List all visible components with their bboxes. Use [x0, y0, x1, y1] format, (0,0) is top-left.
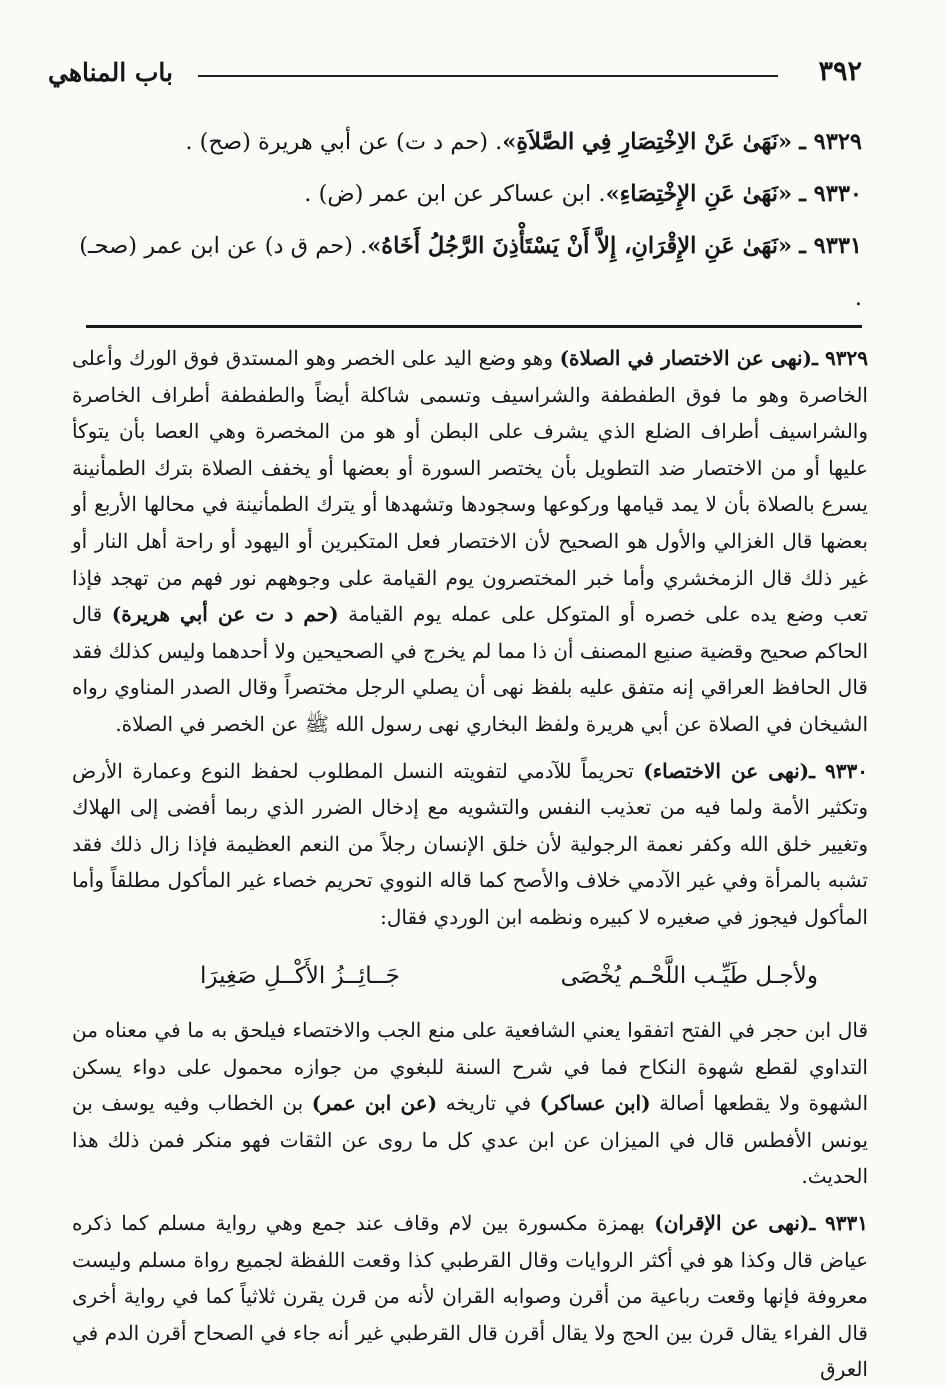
poem-first-hemistich: ولأجـل طَيِّـب اللَّحْـم يُخْصَى — [560, 962, 818, 989]
hadith-reference: . ابن عساكر عن ابن عمر (ض) . — [304, 181, 606, 207]
hadith-9331 — [78, 220, 862, 324]
commentary-text: قال ابن حجر في الفتح اتفقوا يعني الشافعية على منع الجب والاختصاء فيلحق به ما في معناه من التداوي لقطع شهوة النكاح فما في شرح السنة للبغوي من جوازه محمول على دواء يسكن الشهوة ولا يقطعها أصالة — [72, 1018, 869, 1116]
commentary-text: بن الخطاب وفيه يوسف بن يونس الأفطس قال في الميزان عن ابن عدي كل ما روى عن الثقات فهو منكر فمن ذلك هذا الحديث. — [72, 1091, 868, 1189]
running-header — [48, 52, 862, 92]
commentary-9330 — [72, 753, 868, 936]
hadith-text: «نَهَىٰ عَنِ الإِخْتِصَاءِ» — [605, 181, 793, 207]
commentary-text: قال الحاكم صحيح وقضية صنيع المصنف أن ذا مما لم يخرج في الصحيحين ولا أحدهما وليس كذلك فقد قال الحافظ العراقي إنه متفق عليه بلفظ نهى أن يصلي الرجل مختصراً وقال الصدر المناوي رواه الشيخان في الصلاة عن أبي هريرة ولفظ البخاري نهى رسول الله ﷺ عن الخصر في الصلاة. — [72, 602, 868, 736]
paragraph-gap — [72, 743, 868, 753]
hadith-number: ٩٣٣٠ ـ — [799, 181, 862, 207]
commentary-9331 — [72, 1205, 868, 1388]
commentary-text: في تاريخه — [437, 1091, 540, 1116]
hadith-reference: . (حم د ت) عن أبي هريرة (صح) . — [185, 129, 503, 155]
page-number: ٣٩٢ — [818, 56, 862, 87]
header-rule — [198, 75, 778, 77]
hadith-9329 — [78, 116, 862, 168]
commentary-9329 — [72, 340, 868, 743]
hadith-number: ٩٣٣١ ـ — [799, 233, 862, 259]
commentary-text: بهمزة مكسورة بين لام وقاف عند جمع وهي رواية مسلم كما ذكره عياض قال وكذا هو في أكثر الروايات وقال القرطبي كذا وقعت اللفظة لجميع رواة مسلم وليست معروفة فإنها وقعت رباعية من أقرن وصوابه القران لأنه من قرن يقرن ثلاثياً كما في رواية أخرى قال الفراء يقال قرن بين الحج ولا يقال أقرن قال القرطبي غير أنه جاء في الصحاح أقرن الدم في العرق — [72, 1211, 869, 1382]
source-reference: (ابن عساكر) — [539, 1091, 651, 1116]
source-reference: (عن ابن عمر) — [311, 1091, 438, 1116]
commentary-lead: (نهى عن الاختصاء) — [643, 758, 810, 783]
commentary-9330-continued — [72, 1012, 868, 1195]
hadith-list — [78, 116, 862, 324]
commentary-number: ٩٣٣٠ ـ — [809, 758, 868, 783]
commentary-lead: (نهى عن الإقران) — [654, 1211, 810, 1236]
hadith-text: «نَهَىٰ عَنْ الاِخْتِصَارِ فِي الصَّلاَةِ» — [502, 129, 793, 155]
commentary-number: ٩٣٢٩ ـ — [811, 346, 868, 370]
commentary-lead: (نهى عن الاختصار في الصلاة) — [559, 346, 812, 370]
hadith-reference: . (حم ق د) عن ابن عمر (صحـ) . — [79, 233, 862, 311]
hadith-9330 — [78, 168, 862, 220]
source-reference: (حم د ت عن أبي هريرة) — [111, 602, 339, 627]
poem-verse — [200, 958, 818, 995]
hadith-number: ٩٣٢٩ ـ — [799, 129, 862, 155]
commentary-text: تحريماً للآدمي لتفويته النسل المطلوب لحفظ النوع وعمارة الأرض وتكثير الأمة ولما فيه من تعذيب النفس والتشويه مع إدخال الضرر الذي ربما أفضى إلى الهلاك وتغيير خلق الله وكفر نعمة الرجولية لأن خلق الإنسان رجلاً من النعم العظيمة فإذا زال ذلك فقد تشبه بالمرأة وفي غير الآدمي خلاف والأصح كما قاله النووي تحريم خصاء غير المأكول مطلقاً وأما المأكول فيجوز في صغيره لا كبيره ونظمه ابن الوردي فقال: — [72, 758, 868, 929]
commentary-number: ٩٣٣١ ـ — [809, 1211, 868, 1236]
paragraph-gap — [72, 1195, 868, 1205]
commentary — [72, 340, 868, 1388]
poem-second-hemistich: جَــائِــزُ الأَكْــلِ صَغِيرَا — [200, 962, 400, 989]
footnote-separator — [86, 325, 862, 328]
chapter-title: باب المناهي — [48, 58, 174, 87]
hadith-text: «نَهَىٰ عَنِ الإِقْرَانِ، إِلاَّ أَنْ يَسْتَأْذِنَ الرَّجُلُ أَخَاهُ» — [367, 233, 793, 259]
commentary-text: وهو وضع اليد على الخصر وهو المستدق فوق الورك وأعلى الخاصرة وهو ما فوق الطفطفة والشراسيف وتسمى شاكلة أيضاً والطفطفة أطراف الخاصرة والشراسيف أطراف الضلع الذي يشرف على البطن أو هو من المخصرة وهي العصا بأن يتوكأ عليها أو من الاختصار ضد التطويل بأن يختصر السورة أو بعضها أو يخفف الصلاة بترك الطمأنينة يسرع بالصلاة بأن لا يمد قيامها وركوعها وسجودها وتشهدها أو يترك الطمأنينة في محالها الأربع أو بعضها قال الغزالي والأول هو الصحيح لأن الاختصار فعل المتكبرين أو اليهود أو راحة أهل النار أو غير ذلك قال الزمخشري وأما خبر المختصرون يوم القيامة على وجوههم نور فهم من تهجد فإذا تعب وضع يده على خصره أو المتوكل على عمله يوم القيامة — [72, 346, 869, 627]
